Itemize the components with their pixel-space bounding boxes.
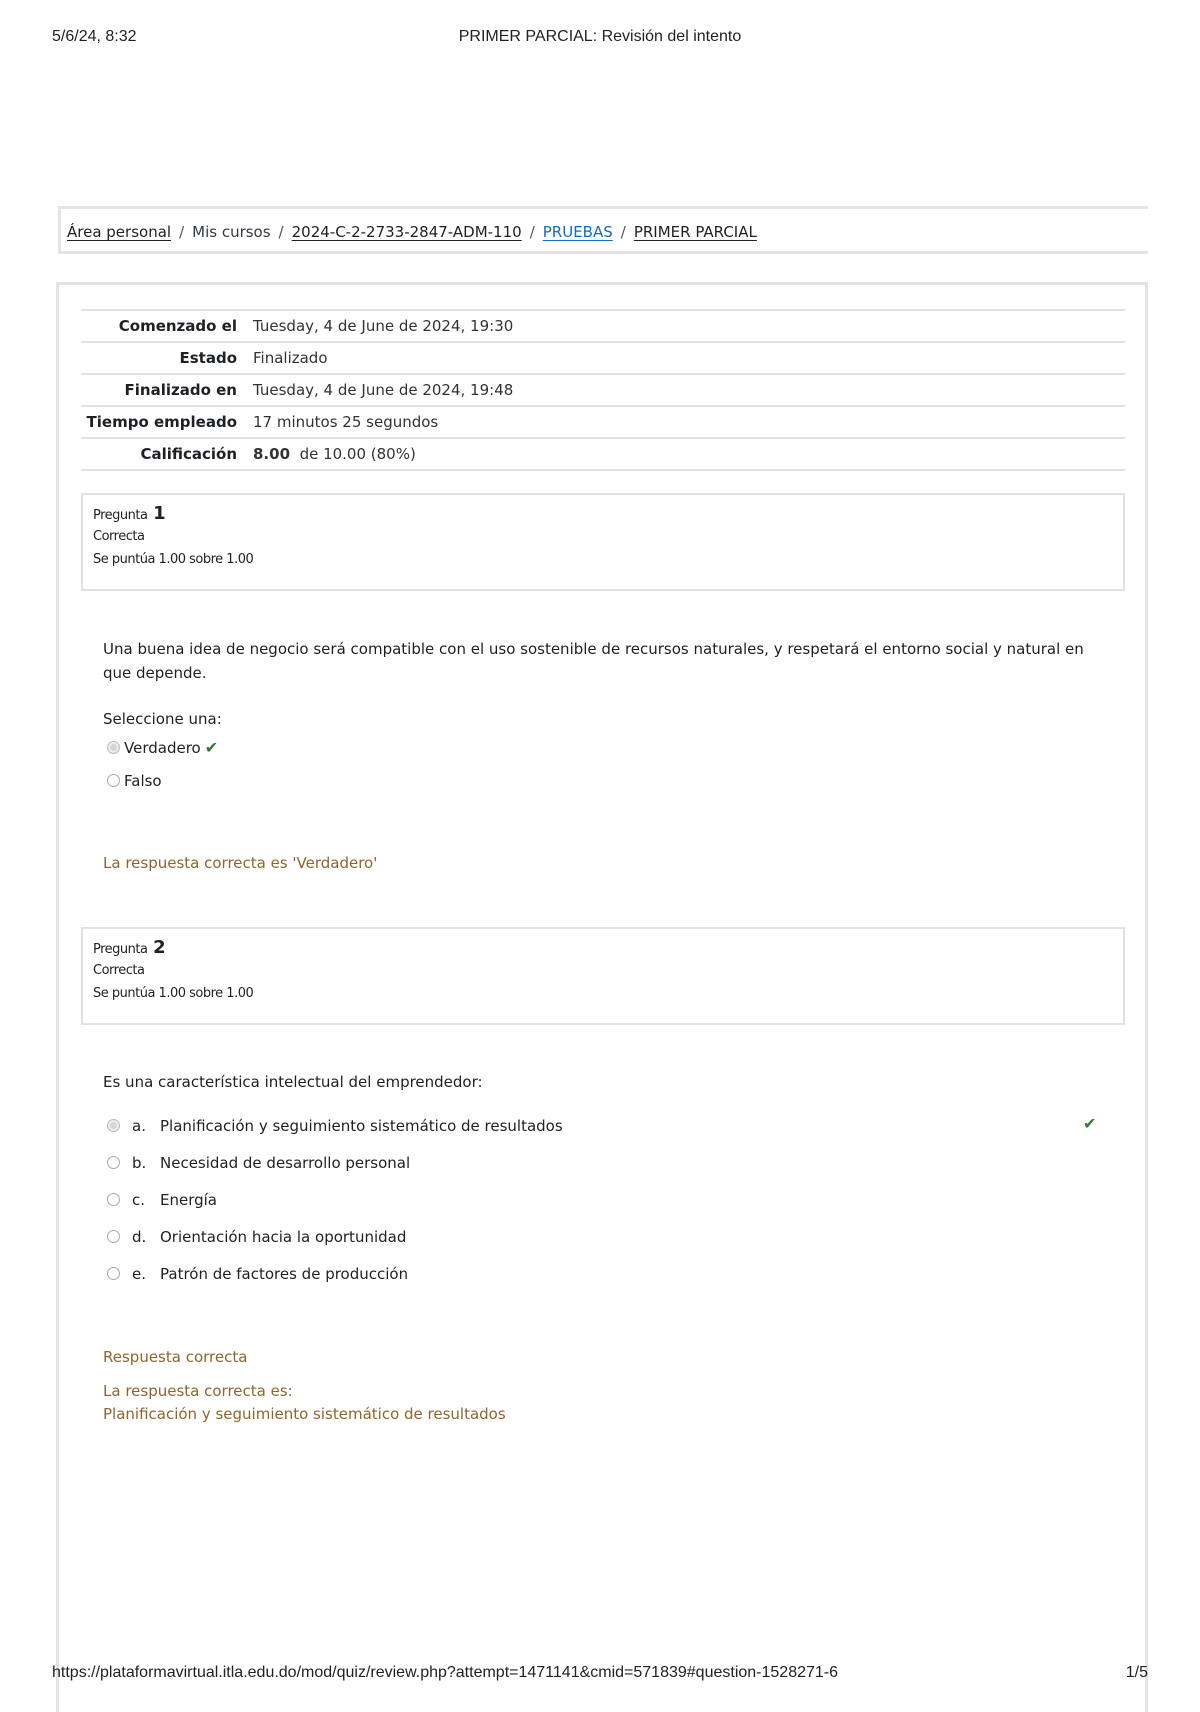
time-value: 17 minutos 25 segundos [253,413,439,431]
question-label: Pregunta [93,508,148,523]
question-number [93,937,1113,958]
question-1-info [81,493,1125,591]
breadcrumb-bar [58,206,1148,254]
grade-score: 8.00 [253,445,291,463]
breadcrumb-separator: / [529,223,535,241]
question-number-value: 2 [153,937,166,958]
option-letter: b. [132,1154,147,1172]
breadcrumb-course[interactable]: 2024-C-2-2733-2847-ADM-110 [291,223,522,241]
breadcrumb-mis-cursos: Mis cursos [192,223,271,241]
state-label: Estado [179,349,237,367]
option-letter: c. [132,1191,146,1209]
print-header [52,28,1148,52]
check-icon: ✔ [1083,1114,1097,1133]
question-number [93,503,1113,524]
check-icon: ✔ [204,738,219,757]
breadcrumb-separator: / [620,223,626,241]
question-2-option-b[interactable] [107,1154,410,1176]
question-2-option-a[interactable] [107,1117,563,1139]
question-2-option-e[interactable] [107,1265,408,1287]
finished-label: Finalizado en [124,381,237,399]
option-label: Necesidad de desarrollo personal [160,1154,411,1172]
summary-row-state [81,342,1125,374]
question-1-prompt: Seleccione una: [103,710,222,728]
summary-row-grade [81,438,1125,470]
option-label: Patrón de factores de producción [160,1265,409,1283]
document-title: PRIMER PARCIAL: Revisión del intento [458,28,742,45]
state-value: Finalizado [253,349,328,367]
breadcrumb-primer-parcial[interactable]: PRIMER PARCIAL [633,223,757,241]
breadcrumb-area-personal[interactable]: Área personal [67,223,172,241]
print-footer [52,1664,1148,1688]
question-2-specific-feedback: Respuesta correcta [103,1348,248,1366]
quiz-review-card [56,282,1148,1712]
breadcrumb-pruebas[interactable]: PRUEBAS [542,223,613,241]
breadcrumb-separator: / [179,223,185,241]
question-2-option-c[interactable] [107,1191,217,1213]
question-state: Correcta [93,529,145,544]
grade-label: Calificación [140,445,237,463]
breadcrumb [67,223,757,241]
question-1-option-true[interactable] [107,738,218,760]
question-2-text: Es una característica intelectual del emprendedor: [103,1073,483,1091]
option-label: Verdadero [124,739,201,757]
grade-rest: de 10.00 (80%) [299,445,416,463]
summary-row-time [81,406,1125,438]
option-label: Falso [124,772,162,790]
question-label: Pregunta [93,942,148,957]
radio-icon[interactable] [107,1119,120,1132]
option-letter: d. [132,1228,147,1246]
page-number: 1/5 [1125,1664,1148,1681]
question-state: Correcta [93,963,145,978]
radio-icon[interactable] [107,1156,120,1169]
radio-icon[interactable] [107,741,120,754]
page-url: https://plataformavirtual.itla.edu.do/mod/quiz/review.php?attempt=1471141&cmid=571839#question-1528271-6 [52,1664,839,1681]
option-letter: a. [132,1117,146,1135]
option-letter: e. [132,1265,146,1283]
question-1-option-false[interactable] [107,772,162,794]
radio-icon[interactable] [107,774,120,787]
question-number-value: 1 [153,503,166,524]
question-2-right-answer: Planificación y seguimiento sistemático de resultados [103,1405,506,1423]
question-grade: Se puntúa 1.00 sobre 1.00 [93,986,254,1001]
question-2-right-answer-label: La respuesta correcta es: [103,1382,293,1400]
summary-row-finished [81,374,1125,406]
summary-row-started [81,310,1125,342]
radio-icon[interactable] [107,1230,120,1243]
radio-icon[interactable] [107,1267,120,1280]
attempt-summary-table [81,309,1125,471]
print-date: 5/6/24, 8:32 [52,28,137,45]
started-label: Comenzado el [118,317,237,335]
question-2-option-d[interactable] [107,1228,406,1250]
grade-value [253,438,1125,470]
question-1-right-answer: La respuesta correcta es 'Verdadero' [103,854,378,872]
question-1-text: Una buena idea de negocio será compatible con el uso sostenible de recursos naturales, y respetará el entorno social y natural en que depende. [103,640,1084,682]
question-grade: Se puntúa 1.00 sobre 1.00 [93,552,254,567]
breadcrumb-separator: / [278,223,284,241]
started-value: Tuesday, 4 de June de 2024, 19:30 [253,317,514,335]
radio-icon[interactable] [107,1193,120,1206]
finished-value: Tuesday, 4 de June de 2024, 19:48 [253,381,514,399]
question-2-info [81,927,1125,1025]
option-label: Orientación hacia la oportunidad [160,1228,407,1246]
time-label: Tiempo empleado [86,413,237,431]
option-label: Planificación y seguimiento sistemático de resultados [160,1117,563,1135]
option-label: Energía [160,1191,217,1209]
